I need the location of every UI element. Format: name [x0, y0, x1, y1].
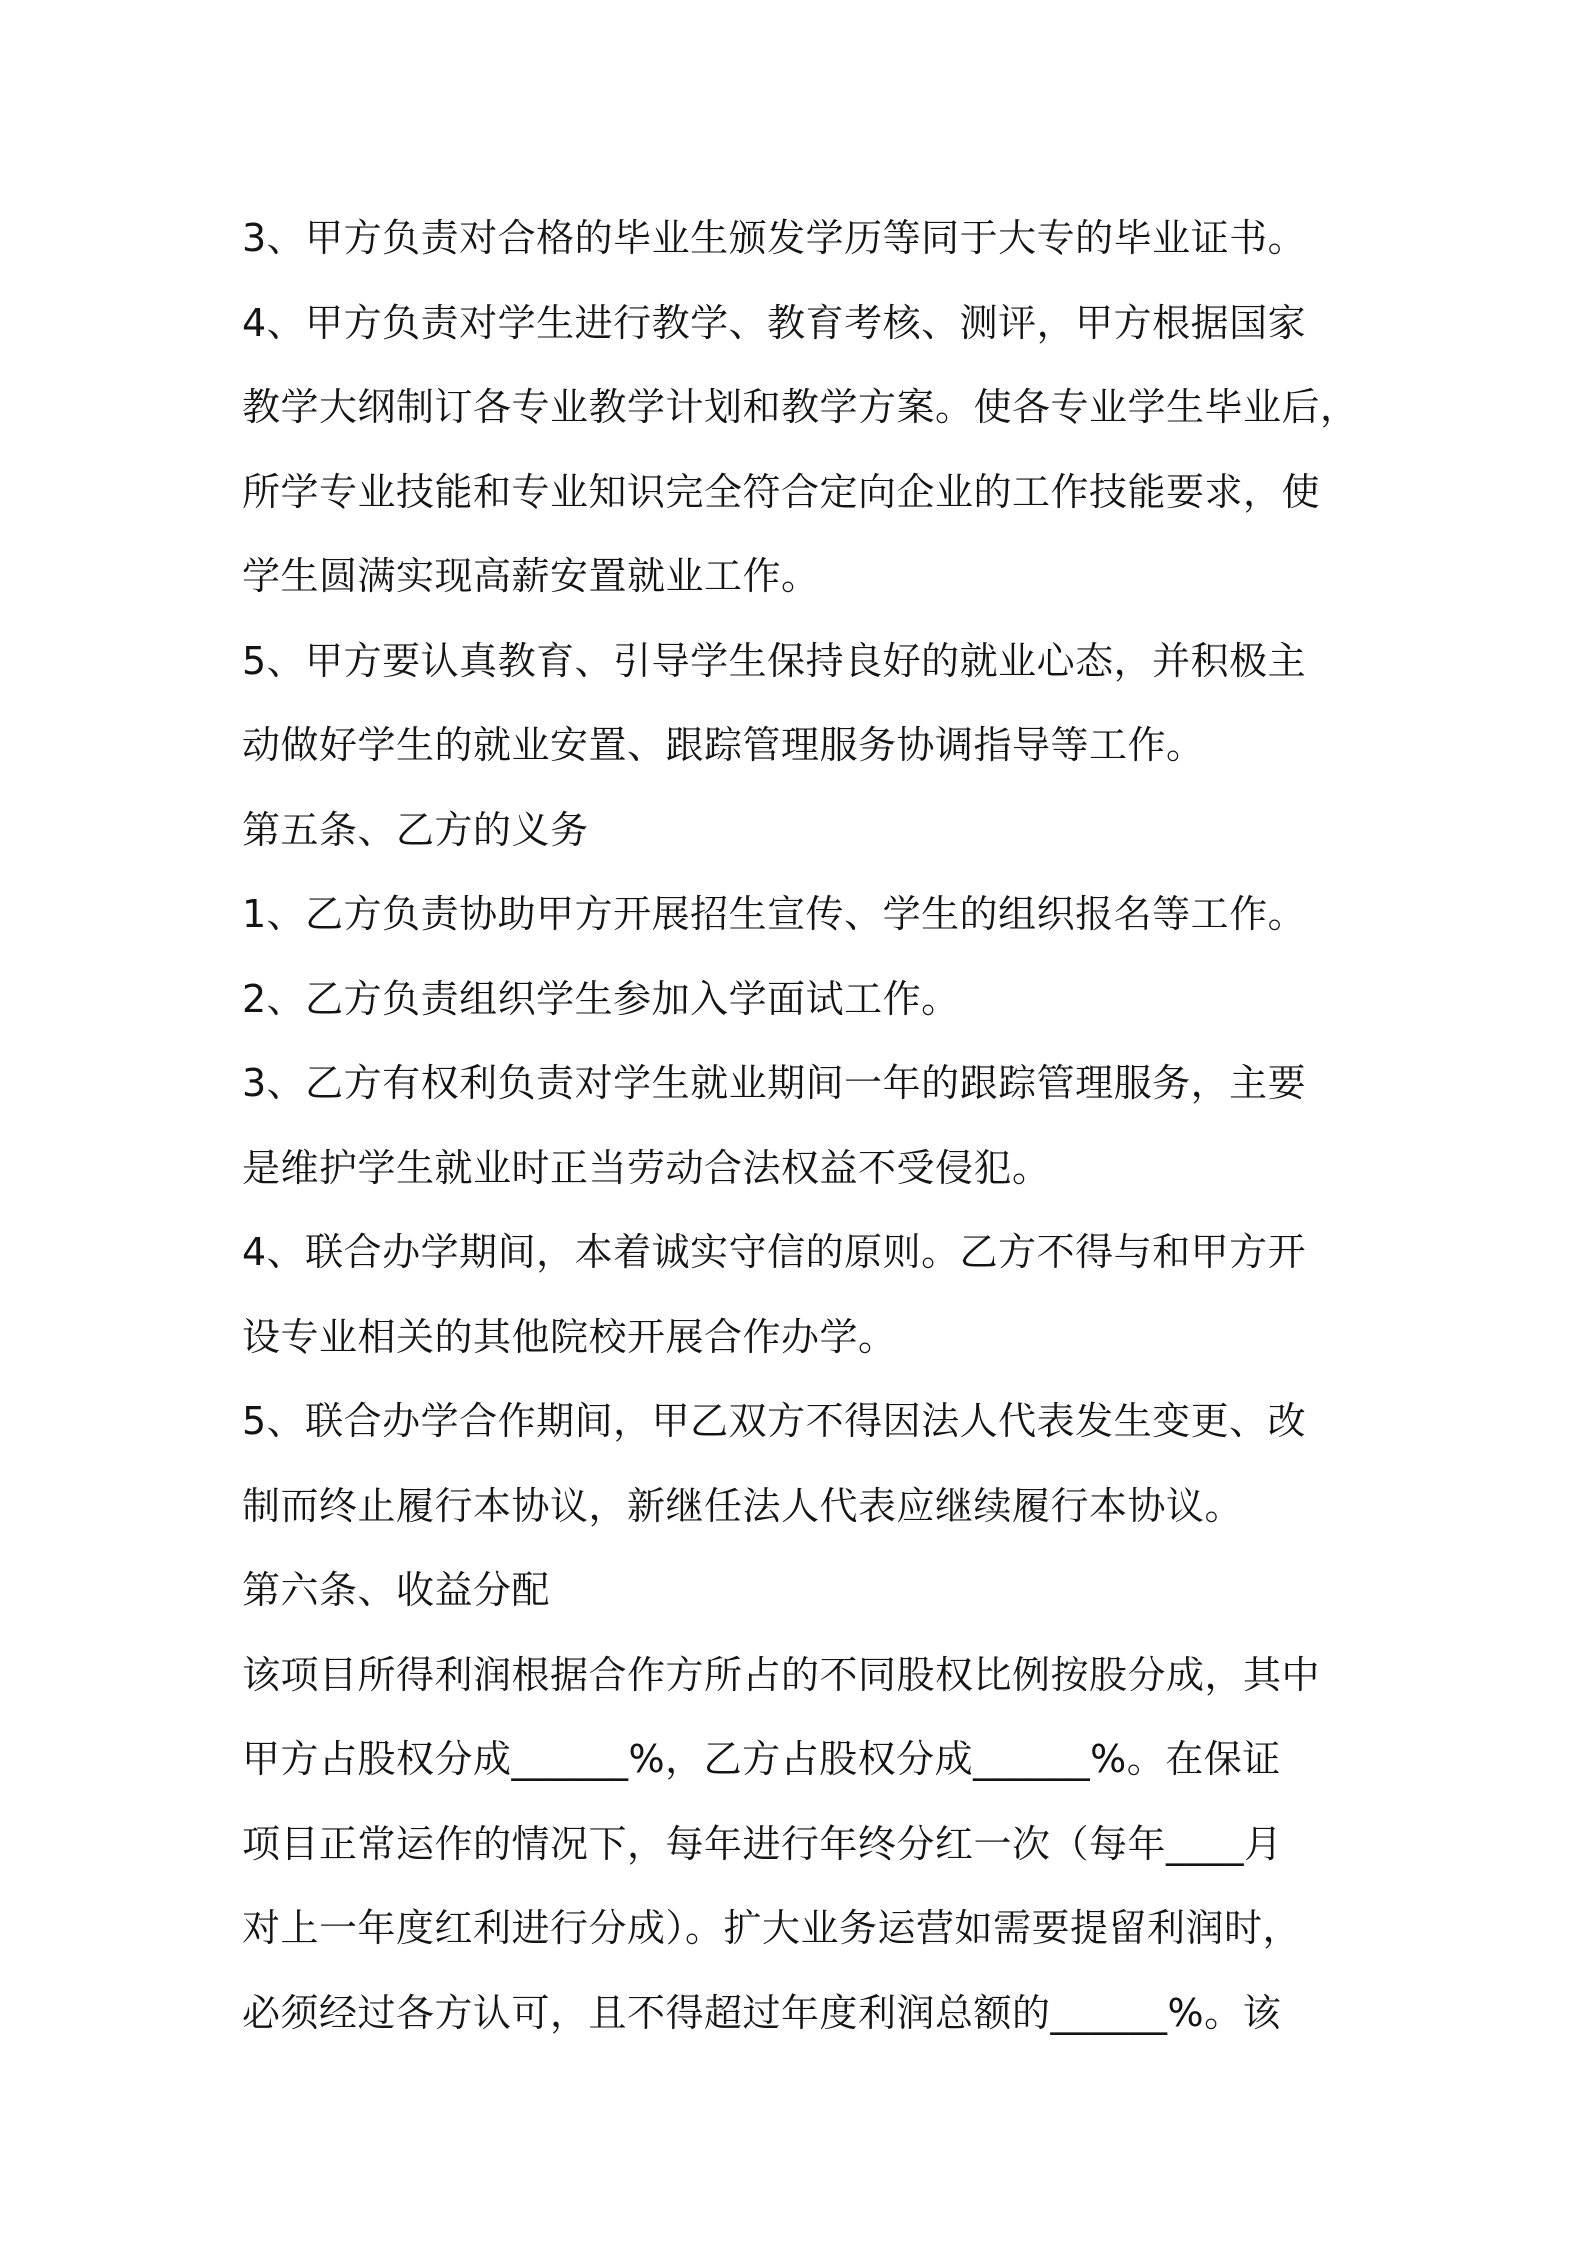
text-line: 1、乙方负责协助甲方开展招生宣传、学生的组织报名等工作。 [242, 892, 1307, 936]
text-line: 必须经过各方认可，且不得超过年度利润总额的______%。该 [242, 1990, 1282, 2035]
text-line: 3、甲方负责对合格的毕业生颁发学历等同于大专的毕业证书。 [242, 216, 1307, 260]
text-line: 所学专业技能和专业知识完全符合定向企业的工作技能要求，使 [242, 469, 1321, 514]
text-line: 设专业相关的其他院校开展合作办学。 [242, 1314, 897, 1359]
text-line: 3、乙方有权利负责对学生就业期间一年的跟踪管理服务，主要 [242, 1061, 1307, 1105]
text-line: 是维护学生就业时正当劳动合法权益不受侵犯。 [242, 1145, 1051, 1190]
section-heading: 第六条、收益分配 [242, 1568, 551, 1612]
text-line: 项目正常运作的情况下，每年进行年终分红一次（每年____月 [242, 1821, 1283, 1866]
text-line: 制而终止履行本协议，新继任法人代表应继续履行本协议。 [242, 1483, 1244, 1528]
text-line: 4、联合办学期间，本着诚实守信的原则。乙方不得与和甲方开 [242, 1230, 1307, 1274]
text-line: 5、甲方要认真教育、引导学生保持良好的就业心态，并积极主 [242, 638, 1307, 683]
section-heading: 第五条、乙方的义务 [242, 807, 589, 852]
text-line: 2、乙方负责组织学生参加入学面试工作。 [242, 976, 960, 1021]
text-line: 甲方占股权分成______%，乙方占股权分成______%。在保证 [242, 1737, 1281, 1781]
text-line: 教学大纲制订各专业教学计划和教学方案。使各专业学生毕业后， [242, 385, 1359, 429]
text-line: 动做好学生的就业安置、跟踪管理服务协调指导等工作。 [242, 723, 1205, 767]
document-body [242, 196, 1372, 2055]
text-line: 4、甲方负责对学生进行教学、教育考核、测评，甲方根据国家 [242, 300, 1307, 345]
text-line: 该项目所得利润根据合作方所占的不同股权比例按股分成，其中 [242, 1652, 1321, 1697]
text-line: 学生圆满实现高薪安置就业工作。 [242, 554, 820, 598]
text-line: 对上一年度红利进行分成）。扩大业务运营如需要提留利润时， [242, 1906, 1302, 1950]
text-line: 5、联合办学合作期间，甲乙双方不得因法人代表发生变更、改 [242, 1399, 1307, 1443]
